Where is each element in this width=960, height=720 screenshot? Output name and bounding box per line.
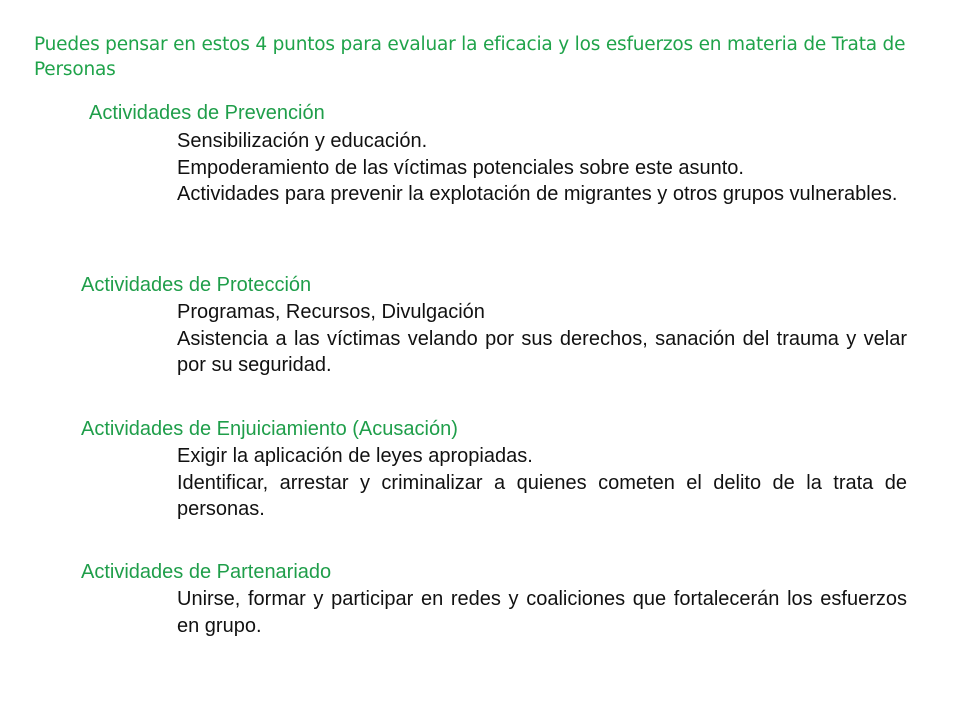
item-enjuiciamiento-1: Exigir la aplicación de leyes apropiadas. bbox=[177, 445, 533, 467]
heading-partenariado: Actividades de Partenariado bbox=[81, 561, 332, 583]
item-proteccion-2: Asistencia a las víctimas velando por sus derechos, sanación del trauma y velar por su seguridad. bbox=[177, 327, 907, 376]
heading-proteccion: Actividades de Protección bbox=[81, 274, 312, 296]
item-proteccion-1: Programas, Recursos, Divulgación bbox=[177, 301, 485, 323]
items-prevencion bbox=[177, 128, 907, 208]
items-enjuiciamiento bbox=[177, 443, 907, 523]
heading-enjuiciamiento: Actividades de Enjuiciamiento (Acusación) bbox=[81, 418, 458, 440]
item-prevencion-1: Sensibilización y educación. bbox=[177, 130, 428, 152]
item-partenariado-1: Unirse, formar y participar en redes y coaliciones que fortalecerán los esfuerzos en grupo. bbox=[177, 588, 907, 637]
items-proteccion bbox=[177, 299, 907, 379]
items-partenariado bbox=[177, 586, 907, 639]
heading-prevencion: Actividades de Prevención bbox=[89, 102, 325, 124]
item-prevencion-2: Empoderamiento de las víctimas potenciales sobre este asunto. bbox=[177, 156, 744, 179]
item-enjuiciamiento-2: Identificar, arrestar y criminalizar a quienes cometen el delito de la trata de personas. bbox=[177, 471, 907, 520]
item-prevencion-3: Actividades para prevenir la explotación de migrantes y otros grupos vulnerables. bbox=[177, 183, 898, 205]
intro-text: Puedes pensar en estos 4 puntos para evaluar la eficacia y los esfuerzos en materia de Trata de Personas bbox=[34, 34, 906, 80]
